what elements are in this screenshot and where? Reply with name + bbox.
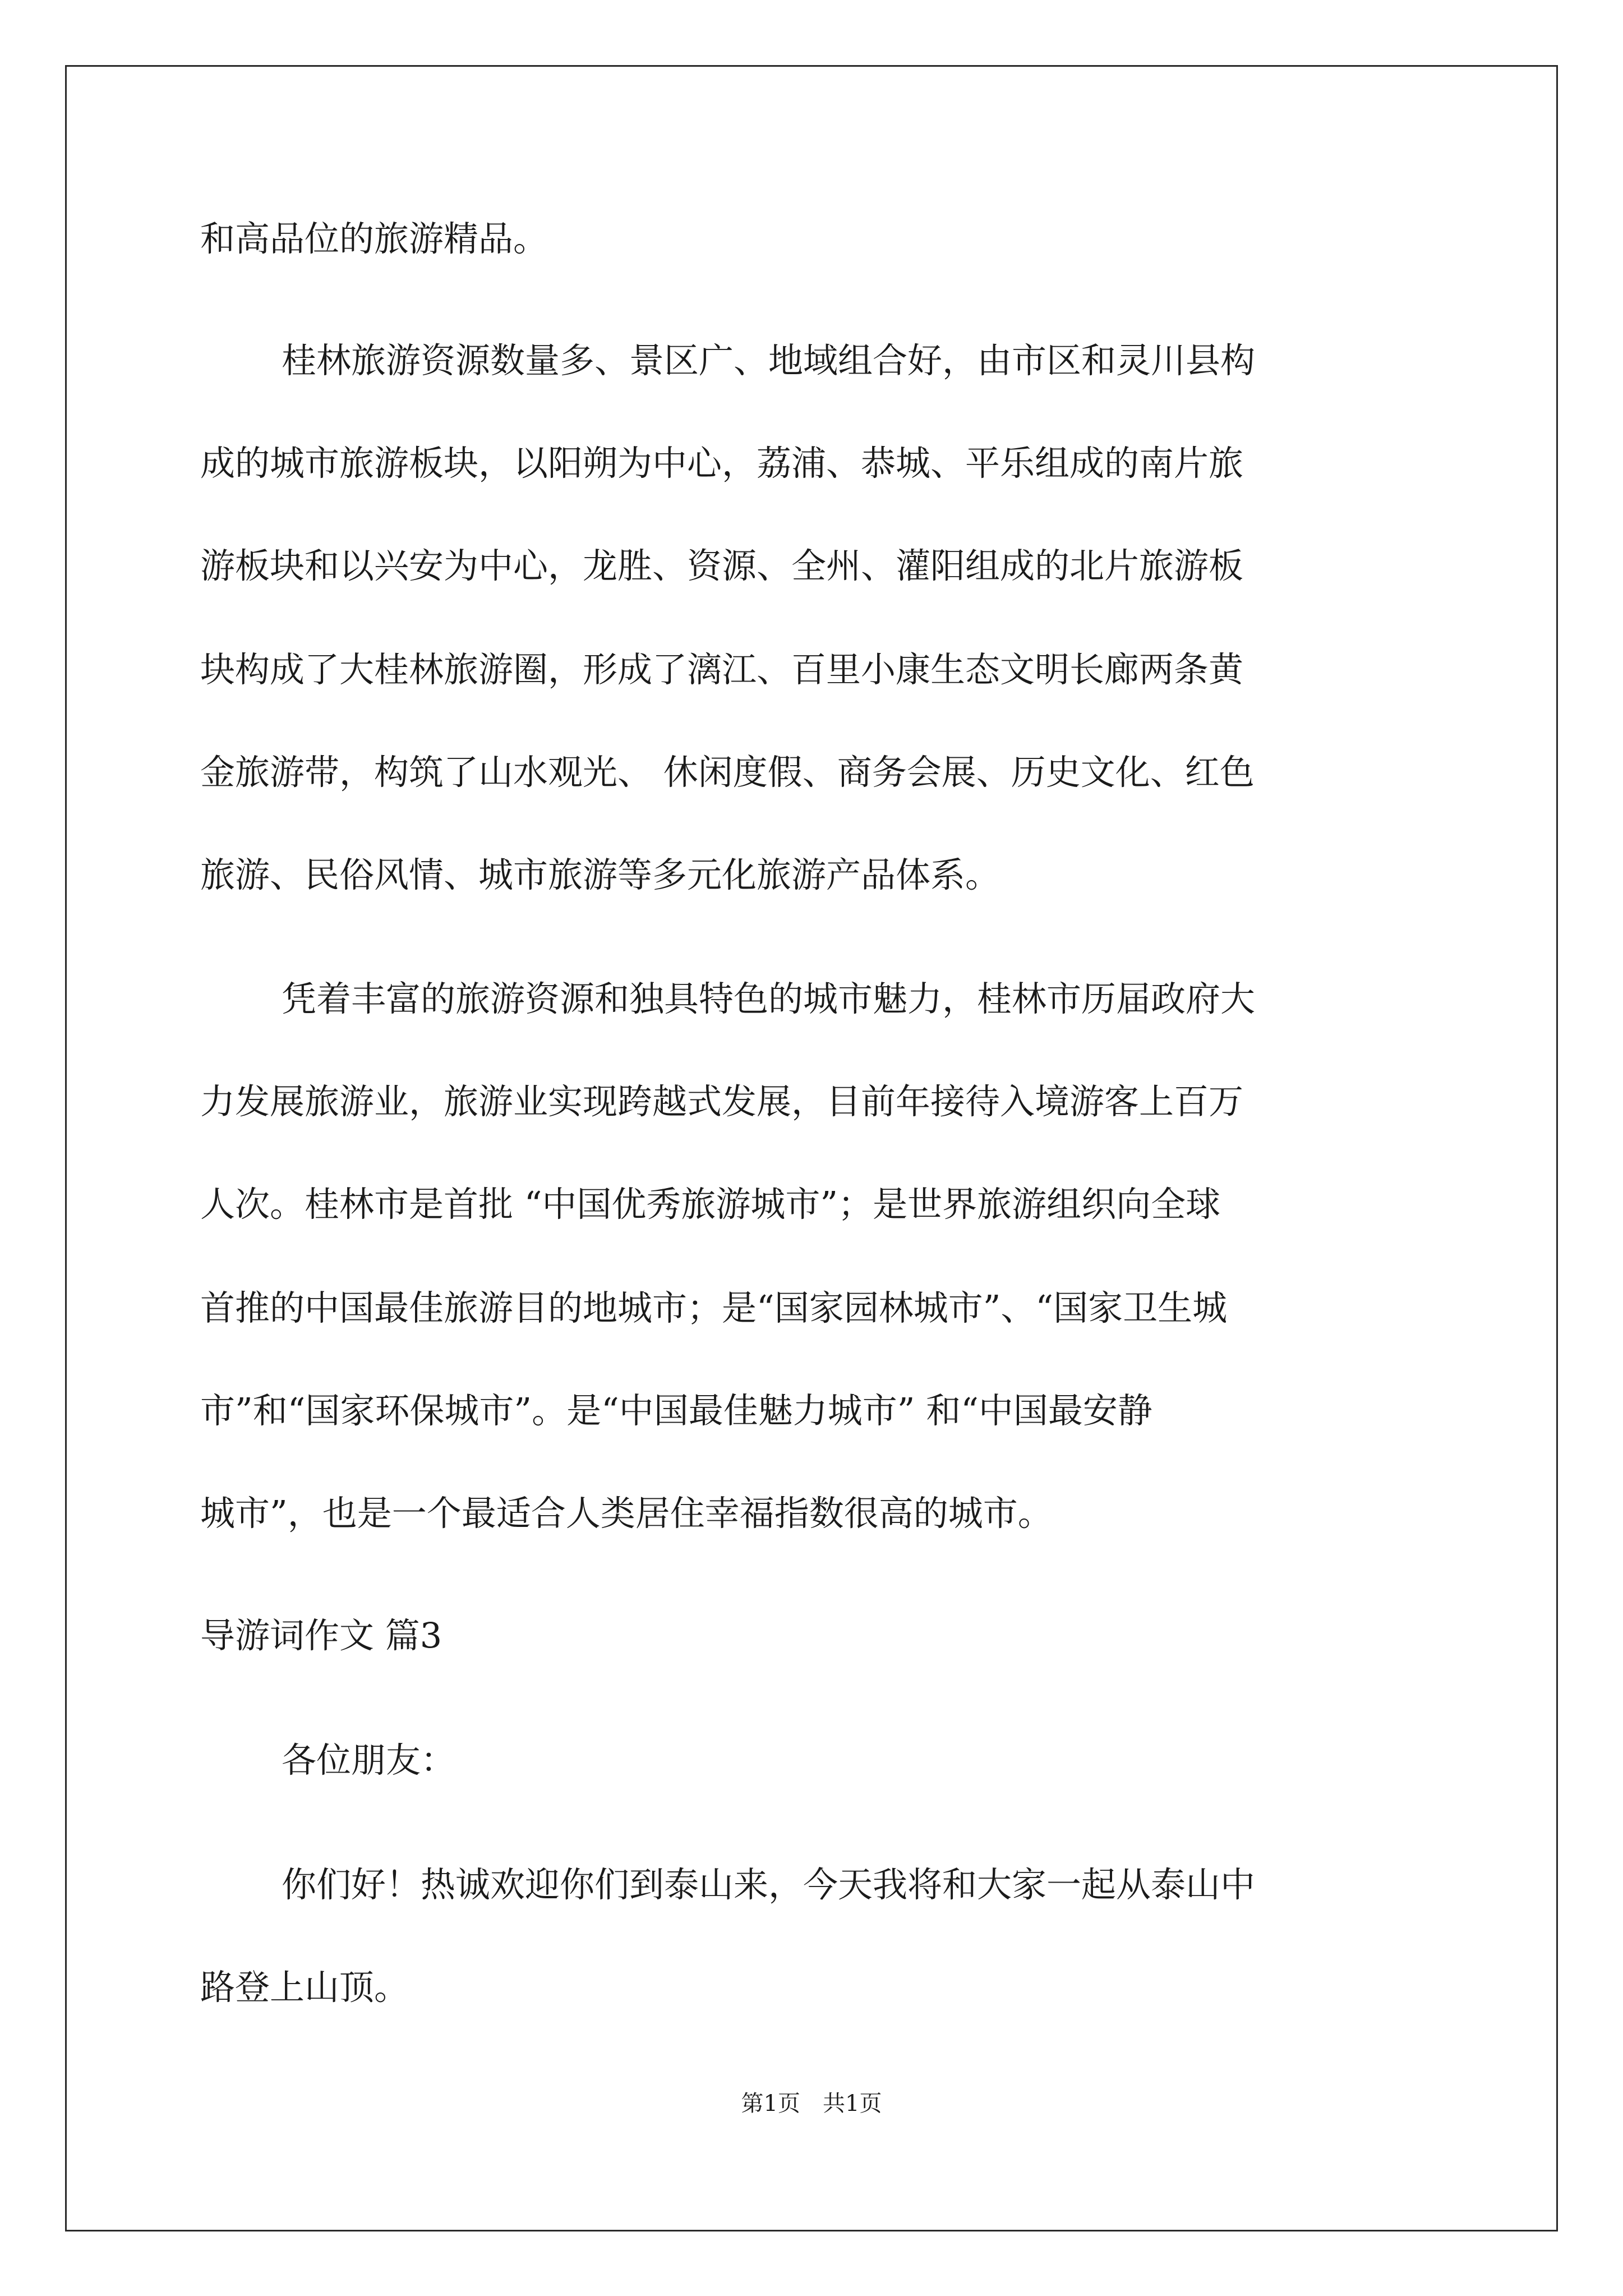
paragraph-line: 桂林旅游资源数量多、景区广、地域组合好，由市区和灵川县构 <box>282 340 1256 381</box>
paragraph-line: 成的城市旅游板块，以阳朔为中心，荔浦、恭城、平乐组成的南片旅 <box>200 443 1244 484</box>
paragraph-line: 首推的中国最佳旅游目的地城市；是“国家园林城市”、“国家卫生城 <box>200 1287 1228 1328</box>
paragraph-line: 城市”，也是一个最适合人类居住幸福指数很高的城市。 <box>200 1493 1053 1534</box>
paragraph-line: 人次。桂林市是首批 “中国优秀旅游城市”；是世界旅游组织向全球 <box>200 1184 1221 1225</box>
greeting-line: 各位朋友： <box>282 1740 456 1780</box>
paragraph-line: 旅游、民俗风情、城市旅游等多元化旅游产品体系。 <box>200 854 1000 895</box>
paragraph-line: 凭着丰富的旅游资源和独具特色的城市魅力，桂林市历届政府大 <box>282 978 1256 1019</box>
page-footer: 第1页 共1页 <box>741 2091 882 2116</box>
paragraph-line: 力发展旅游业，旅游业实现跨越式发展，目前年接待入境游客上百万 <box>200 1081 1244 1122</box>
paragraph-line: 市”和“国家环保城市”。是“中国最佳魅力城市” 和“中国最安静 <box>200 1390 1152 1431</box>
paragraph-line: 金旅游带，构筑了山水观光、 休闲度假、商务会展、历史文化、红色 <box>200 752 1255 793</box>
paragraph-line: 你们好！热诚欢迎你们到泰山来，今天我将和大家一起从泰山中 <box>282 1864 1256 1905</box>
section-heading: 导游词作文 篇3 <box>200 1615 442 1656</box>
paragraph-line: 游板块和以兴安为中心，龙胜、资源、全州、灌阳组成的北片旅游板 <box>200 545 1244 586</box>
paragraph-line: 块构成了大桂林旅游圈，形成了漓江、百里小康生态文明长廊两条黄 <box>200 649 1244 690</box>
text-line: 和高品位的旅游精品。 <box>200 218 548 259</box>
paragraph-line: 路登上山顶。 <box>200 1967 409 2008</box>
